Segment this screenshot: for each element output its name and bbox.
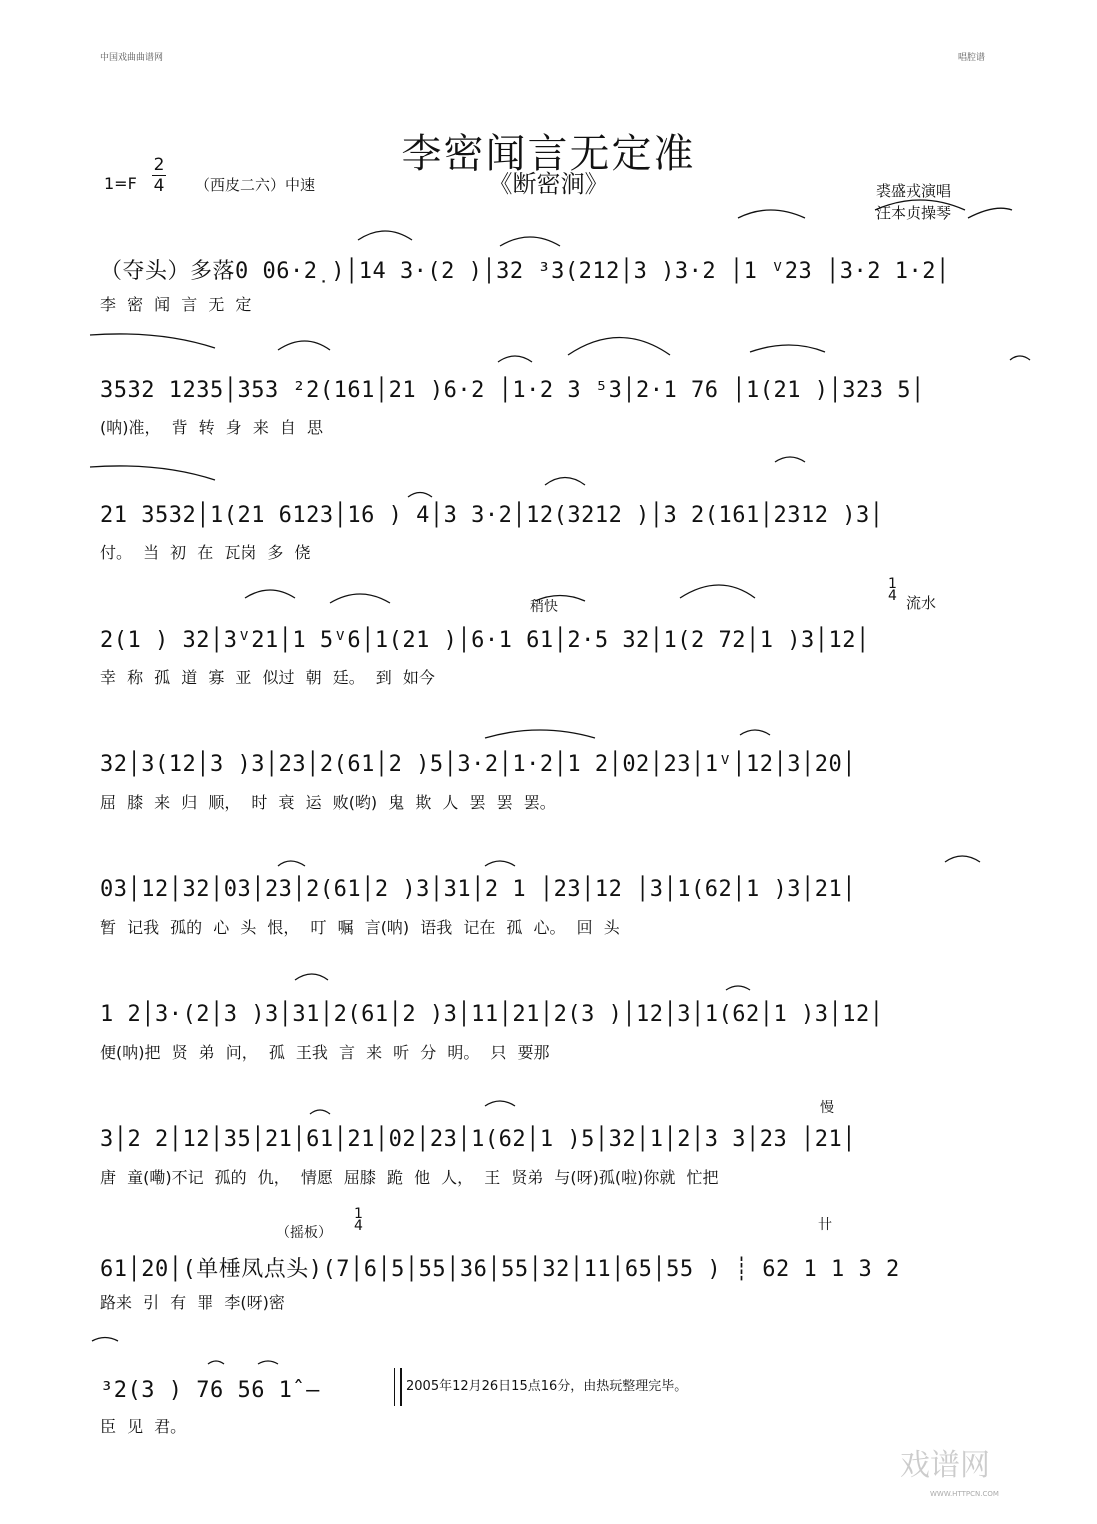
meter-bottom: 4 xyxy=(153,176,165,196)
watermark-logo: 戏谱网 xyxy=(900,1448,990,1483)
lyrics-line-5: 屈 膝 来 归 顺， 时 衰 运 败(哟) 鬼 欺 人 罢 罢 罢。 xyxy=(100,793,556,812)
yaoban-mark: （摇板） xyxy=(276,1225,332,1241)
credit-accompanist: 汪本贞操琴 xyxy=(876,204,952,222)
meter-top: 2 xyxy=(153,155,165,175)
time-signature xyxy=(152,156,166,195)
credit-singer: 裘盛戎演唱 xyxy=(876,182,952,200)
liushui-meter-top: 1 xyxy=(888,576,897,592)
notation-line-4: 2(1 ) 32│3ⱽ21│1 5ⱽ6│1(21 )│6·1 61│2·5 32│1(2 72│1 )3│12│ xyxy=(100,628,870,653)
lyrics-line-9: 路来 引 有 罪 李(呀)密 xyxy=(100,1293,285,1312)
header-site: 中国戏曲曲谱网 xyxy=(100,53,164,63)
lyrics-line-8: 唐 童(嘞)不记 孤的 仇， 情愿 屈膝 跪 他 人， 王 贤弟 与(呀)孤(啦)你就 忙把 xyxy=(100,1168,719,1187)
lyrics-line-7: 便(呐)把 贤 弟 问， 孤 王我 言 来 听 分 明。 只 要那 xyxy=(100,1043,550,1062)
notation-line-1: （夺头）多落0 06·2̣ )│14 3·(2 )│32 ³3(212│3 )3·2 │1 ⱽ23 │3·2 1·2│ xyxy=(100,259,950,284)
notation-line-7: 1 2│3·(2│3 )3│31│2(61│2 )3│11│21│2(3 )│12│3│1(62│1 )3│12│ xyxy=(100,1002,884,1027)
page-title: 李密闻言无定准 xyxy=(401,131,696,177)
notation-line-10: ³2(3 ) 76 56 1̂ — xyxy=(100,1378,320,1403)
header-category: 唱腔谱 xyxy=(958,53,986,63)
watermark-url: WWW.HTTPCN.COM xyxy=(930,1490,999,1498)
liushui-meter-bottom: 4 xyxy=(888,588,897,604)
free-rhythm-mark: 卄 xyxy=(818,1217,832,1233)
notation-line-8: 3│2 2│12│35│21│61│21│02│23│1(62│1 )5│32│1│2│3 3│23 │21│ xyxy=(100,1127,856,1152)
tempo-mark-slow: 慢 xyxy=(820,1100,834,1116)
notation-line-9: 61│20│(单棰凤点头)(7│6│5│55│36│55│32│11│65│55 ) ┊ 62 1 1 3 2 xyxy=(100,1257,900,1282)
notation-line-6: 03│12│32│03│23│2(61│2 )3│31│2 1 │23│12 │3│1(62│1 )3│21│ xyxy=(100,877,856,902)
tempo-mark-liushui: 流水 xyxy=(906,594,937,612)
yaoban-meter-top: 1 xyxy=(354,1206,363,1222)
key-signature: 1=F xyxy=(104,174,137,193)
lyrics-line-2: (呐)准， 背 转 身 来 自 思 xyxy=(100,418,324,437)
notation-line-5: 32│3(12│3 )3│23│2(61│2 )5│3·2│1·2│1 2│02│23│1ⱽ│12│3│20│ xyxy=(100,752,856,777)
yaoban-meter-bottom: 4 xyxy=(354,1218,363,1234)
notation-line-2: 3532 1235│353 ²2(161│21 )6·2 │1·2 3 ⁵3│2·1 76 │1(21 )│323 5│ xyxy=(100,378,925,403)
tempo-mark-faster: 稍快 xyxy=(530,599,558,615)
notation-line-3: 21 3532│1(21 6123│16 ) 4│3 3·2│12(3212 )│3 2(161│2312 )3│ xyxy=(100,503,884,528)
lyrics-line-3: 付。 当 初 在 瓦岗 多 侥 xyxy=(100,543,311,562)
page-subtitle: 《断密涧》 xyxy=(488,170,609,198)
liushui-meter xyxy=(888,578,897,602)
final-barline xyxy=(400,1368,687,1406)
lyrics-line-1: 李 密 闻 言 无 定 xyxy=(100,295,252,314)
lyrics-line-4: 幸 称 孤 道 寡 亚 似过 朝 廷。 到 如今 xyxy=(100,668,435,687)
completion-note: 2005年12月26日15点16分，由热玩整理完毕。 xyxy=(406,1379,688,1394)
lyrics-line-10: 臣 见 君。 xyxy=(100,1417,187,1436)
mode-tempo: （西皮二六）中速 xyxy=(195,176,316,194)
lyrics-line-6: 暂 记我 孤的 心 头 恨， 叮 嘱 言(呐) 语我 记在 孤 心。 回 头 xyxy=(100,918,620,937)
yaoban-meter xyxy=(354,1208,363,1232)
